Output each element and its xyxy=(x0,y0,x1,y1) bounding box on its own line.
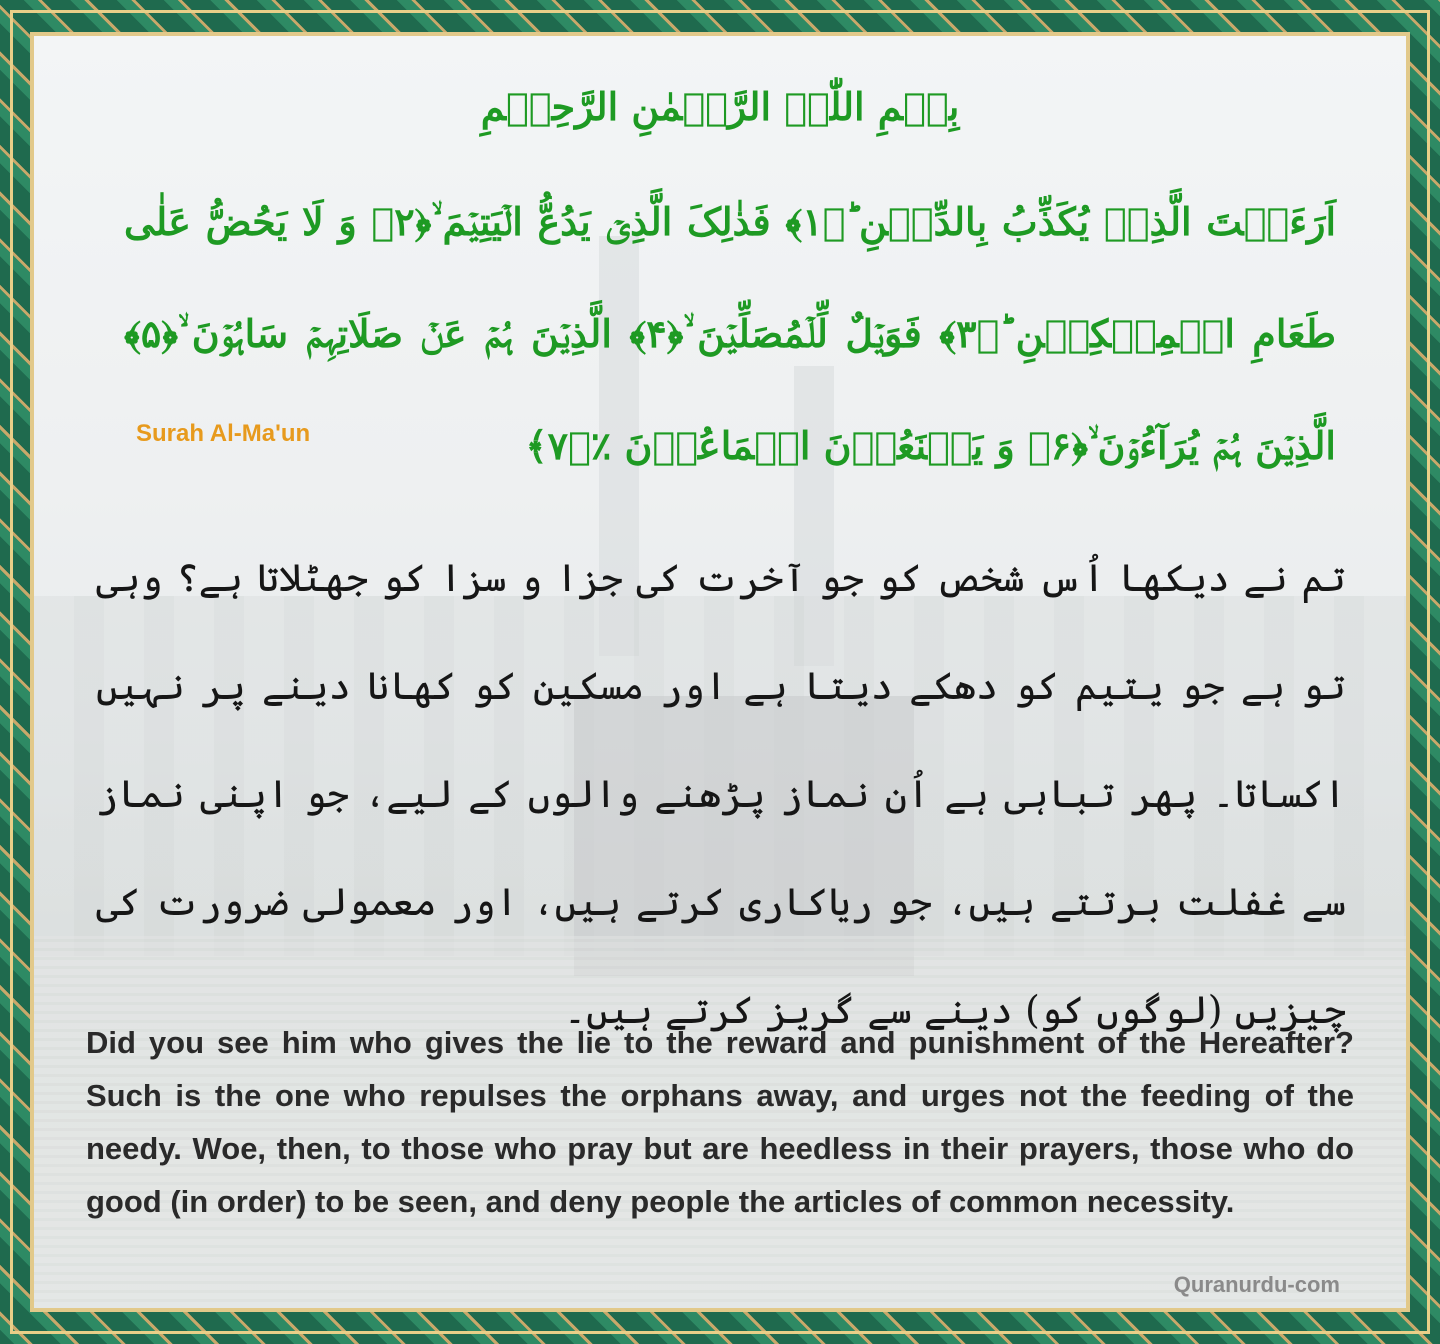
arabic-verses: اَرَءَیۡتَ الَّذِیۡ یُکَذِّبُ بِالدِّیۡنِ ؕ﴿۱﴾ فَذٰلِکَ الَّذِیۡ یَدُعُّ الۡیَتِیۡمَ ۙ﴿۲﴾ وَ لَا یَحُضُّ عَلٰی طَعَامِ الۡمِسۡکِیۡنِ ؕ﴿۳﴾ فَوَیۡلٌ لِّلۡمُصَلِّیۡنَ ۙ﴿۴﴾ الَّذِیۡنَ ہُمۡ عَنۡ صَلَاتِہِمۡ سَاہُوۡنَ ۙ﴿۵﴾ الَّذِیۡنَ ہُمۡ یُرَآءُوۡنَ ۙ﴿۶﴾ وَ یَمۡنَعُوۡنَ الۡمَاعُوۡنَ ٪﴿۷﴾ xyxy=(124,199,1336,468)
bismillah: بِسۡمِ اللّٰہِ الرَّحۡمٰنِ الرَّحِیۡمِ xyxy=(480,84,960,129)
urdu-translation: تم نے دیکھا اُس شخص کو جو آخرت کی جزا و سزا کو جھٹلاتا ہے؟ وہی تو ہے جو یتیم کو دھکے دیتا ہے اور مسکین کو کھانا دینے پر نہیں اکساتا۔ پھر تباہی ہے اُن نماز پڑھنے والوں کے لیے، جو اپنی نماز سے غفلت برتتے ہیں، جو ریاکاری کرتے ہیں، اور معمولی ضرورت کی چیزیں (لوگوں کو) دینے سے گریز کرتے ہیں۔ xyxy=(96,556,1346,1032)
website-watermark: Quranurdu-com xyxy=(1173,1272,1340,1297)
english-translation: Did you see him who gives the lie to the reward and punishment of the Hereafter? Such is the one who repulses the orphans away, and urges not the feeding of the needy. Woe, then, to those who pray but are heedless in their prayers, those who do good (in order) to be seen, and deny people the articles of common necessity. xyxy=(86,1025,1354,1219)
content-panel xyxy=(30,32,1410,1312)
surah-title: Surah Al-Ma'un xyxy=(136,420,311,447)
